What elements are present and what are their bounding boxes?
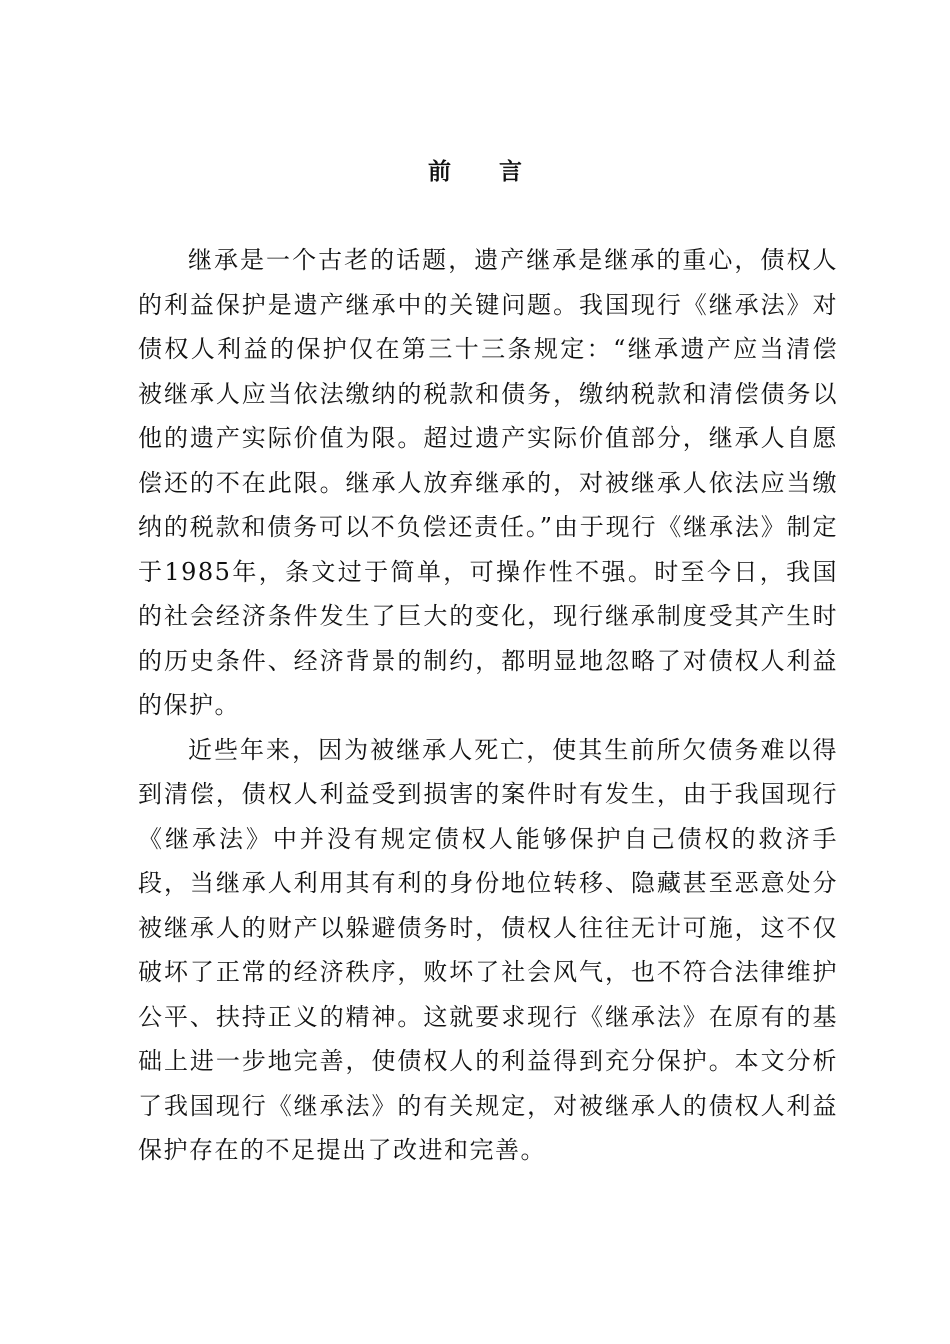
document-body [138,238,838,1173]
paragraph-1: 继承是一个古老的话题，遗产继承是继承的重心，债权人的利益保护是遗产继承中的关键问题。我国现行《继承法》对债权人利益的保护仅在第三十三条规定：“继承遗产应当清偿被继承人应当依法缴纳的税款和债务，缴纳税款和清偿债务以他的遗产实际价值为限。超过遗产实际价值部分，继承人自愿偿还的不在此限。继承人放弃继承的，对被继承人依法应当缴纳的税款和债务可以不负偿还责任。”由于现行《继承法》制定于1985年，条文过于简单，可操作性不强。时至今日，我国的社会经济条件发生了巨大的变化，现行继承制度受其产生时的历史条件、经济背景的制约，都明显地忽略了对债权人利益的保护。 [138,246,838,719]
paragraph-2: 近些年来，因为被继承人死亡，使其生前所欠债务难以得到清偿，债权人利益受到损害的案件时有发生，由于我国现行《继承法》中并没有规定债权人能够保护自己债权的救济手段，当继承人利用其有利的身份地位转移、隐藏甚至恶意处分被继承人的财产以躲避债务时，债权人往往无计可施，这不仅破坏了正常的经济秩序，败坏了社会风气，也不符合法律维护公平、扶持正义的精神。这就要求现行《继承法》在原有的基础上进一步地完善，使债权人的利益得到充分保护。本文分析了我国现行《继承法》的有关规定，对被继承人的债权人利益保护存在的不足提出了改进和完善。 [138,735,838,1164]
page-title: 前 言 [427,158,542,185]
